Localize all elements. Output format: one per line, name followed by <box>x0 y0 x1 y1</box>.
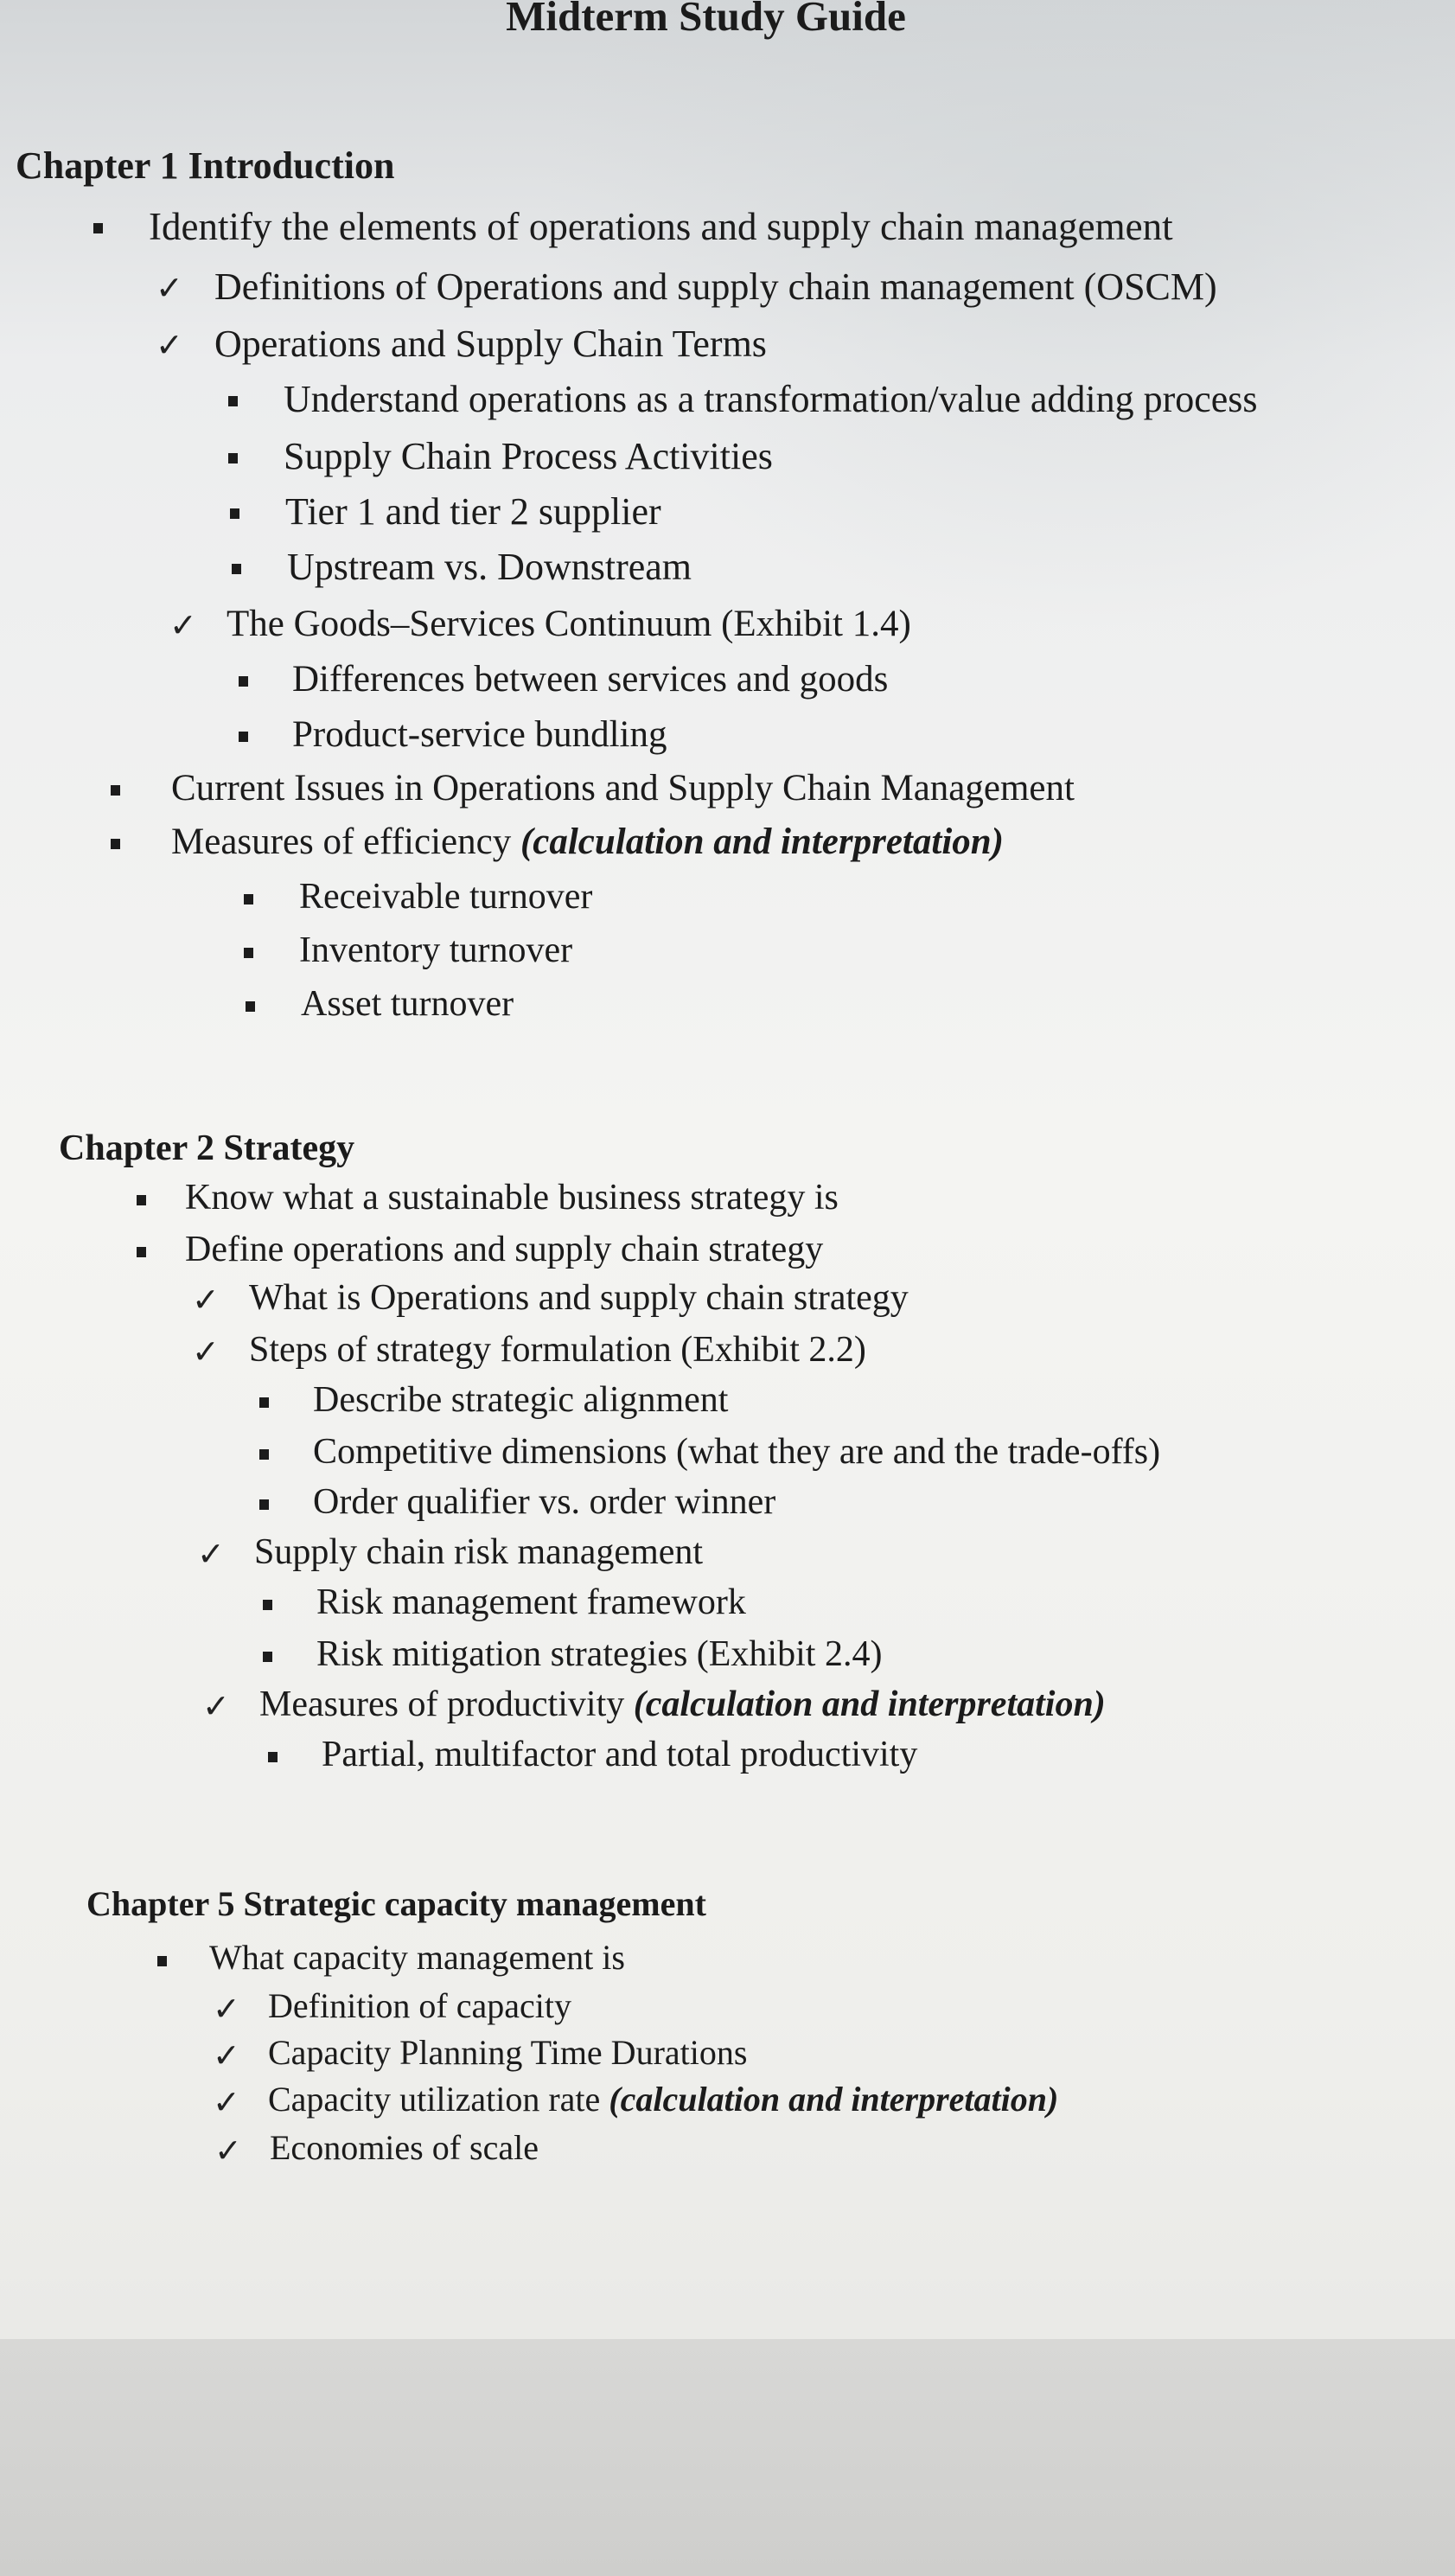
square-bullet-icon <box>232 564 241 574</box>
item-text: Measures of productivity <box>259 1684 634 1724</box>
checkmark-icon: ✓ <box>214 2132 242 2170</box>
chapter-heading: Chapter 5 Strategic capacity management <box>86 1884 706 1923</box>
square-bullet-icon <box>239 732 248 742</box>
square-bullet-icon <box>230 508 239 519</box>
checkmark-icon: ✓ <box>156 269 183 307</box>
checkmark-icon: ✓ <box>192 1281 220 1319</box>
emphasis-text: (calculation and interpretation) <box>609 2080 1059 2119</box>
square-bullet-icon <box>244 894 253 904</box>
checkmark-icon: ✓ <box>202 1687 230 1725</box>
checkmark-icon: ✓ <box>213 1990 240 2028</box>
square-bullet-icon <box>111 839 120 849</box>
square-bullet-icon <box>246 1001 255 1012</box>
chapter-heading: Chapter 1 Introduction <box>16 144 395 187</box>
square-bullet-icon <box>259 1499 269 1510</box>
square-bullet-icon <box>157 1956 167 1966</box>
document-title: Midterm Study Guide <box>506 0 906 40</box>
checkmark-icon: ✓ <box>156 326 183 364</box>
checkmark-icon: ✓ <box>213 2083 240 2121</box>
item-text: Capacity utilization rate <box>268 2080 609 2119</box>
square-bullet-icon <box>263 1652 272 1662</box>
square-bullet-icon <box>228 453 238 463</box>
square-bullet-icon <box>268 1752 278 1762</box>
paper-sheet: Midterm Study Guide Chapter 1 Introduction Identify the elements of operations and supply chain management ✓ Definitions of Operations and supply chain management (OSCM) ✓ Operations and Supply Chain Terms Understand operations as a transformation/value adding process Supply Chain Process Activities Tier 1 and tier 2 supplier Upstream vs. Downstream ✓ The Goods–Services Continuum (Exhibit 1.4) Differences between services and goods Product-service bundling Current Issues in Operations and Supply Chain Management Measures of efficiency (calculation and interpretation) Receivable turnover Inventory turnover Asset turnover Chapter 2 Strategy Know what a sustainable business strategy is Define operations and supply chain strategy ✓ What is Operations and supply chain strategy ✓ Steps of strategy formulation (Exhibit 2.2) Describe strategic alignment Competitive dimensions (what they are and the trade-offs) Order qualifier vs. order winner ✓ Supply chain risk management Risk management framework Risk mitigation strategies (Exhibit 2.4) ✓ Measures of productivity (calculation and interpretation) Partial, multifactor and total productivity Chapter 5 Strategic capacity management What capacity management is ✓ Definition of capacity ✓ Capacity Planning Time Durations ✓ Capacity utilization rate (calculation and interpretation) ✓ Economies of scale <box>0 0 1455 2341</box>
square-bullet-icon <box>259 1449 269 1460</box>
square-bullet-icon <box>259 1397 269 1408</box>
square-bullet-icon <box>137 1247 146 1257</box>
emphasis-text: (calculation and interpretation) <box>633 1684 1106 1724</box>
square-bullet-icon <box>93 223 103 233</box>
checkmark-icon: ✓ <box>192 1333 220 1371</box>
checkmark-icon: ✓ <box>213 2036 240 2074</box>
square-bullet-icon <box>244 948 253 958</box>
item-text: Measures of efficiency <box>171 821 520 862</box>
square-bullet-icon <box>137 1195 146 1205</box>
background-surface <box>0 2339 1455 2576</box>
square-bullet-icon <box>263 1600 272 1610</box>
emphasis-text: (calculation and interpretation) <box>520 821 1004 862</box>
square-bullet-icon <box>228 396 238 406</box>
square-bullet-icon <box>239 676 248 687</box>
checkmark-icon: ✓ <box>197 1535 225 1573</box>
chapter-heading: Chapter 2 Strategy <box>59 1128 355 1168</box>
checkmark-icon: ✓ <box>169 606 197 644</box>
square-bullet-icon <box>111 785 120 796</box>
